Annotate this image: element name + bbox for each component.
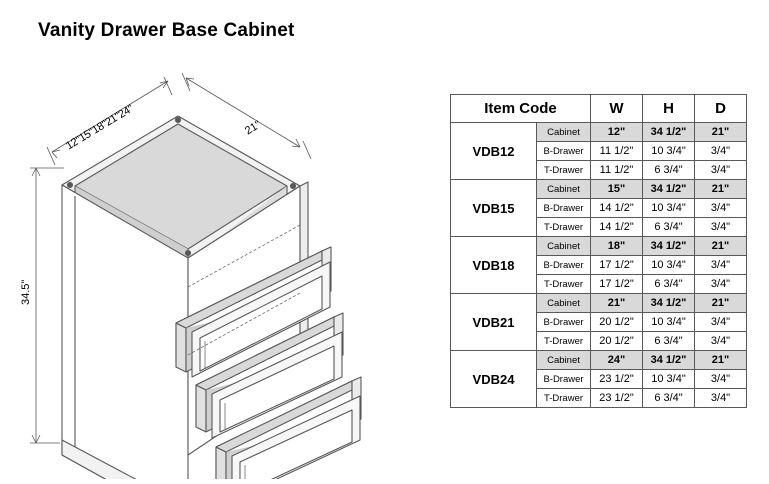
- item-code-cell: VDB18: [451, 237, 537, 294]
- row-label: T-Drawer: [537, 161, 591, 180]
- row-label: B-Drawer: [537, 199, 591, 218]
- value-h: 6 3/4": [643, 218, 695, 237]
- value-w: 14 1/2": [591, 199, 643, 218]
- table-header: [451, 95, 747, 123]
- value-h: 10 3/4": [643, 142, 695, 161]
- value-d: 3/4": [695, 218, 747, 237]
- item-code-cell: VDB12: [451, 123, 537, 180]
- row-label: T-Drawer: [537, 332, 591, 351]
- page-title: Vanity Drawer Base Cabinet: [38, 20, 295, 41]
- value-d: 3/4": [695, 332, 747, 351]
- row-label: Cabinet: [537, 294, 591, 313]
- value-w: 12": [591, 123, 643, 142]
- row-label: B-Drawer: [537, 142, 591, 161]
- value-w: 18": [591, 237, 643, 256]
- column-header-d: D: [695, 95, 747, 123]
- value-w: 23 1/2": [591, 389, 643, 408]
- value-w: 17 1/2": [591, 256, 643, 275]
- row-label: Cabinet: [537, 237, 591, 256]
- value-d: 3/4": [695, 161, 747, 180]
- row-label: B-Drawer: [537, 256, 591, 275]
- value-h: 6 3/4": [643, 332, 695, 351]
- value-h: 10 3/4": [643, 256, 695, 275]
- item-code-cell: VDB24: [451, 351, 537, 408]
- item-code-cell: VDB21: [451, 294, 537, 351]
- row-label: B-Drawer: [537, 370, 591, 389]
- value-d: 21": [695, 123, 747, 142]
- dimension-height-label: 34.5": [20, 279, 32, 305]
- row-label: Cabinet: [537, 351, 591, 370]
- table-row: [451, 123, 747, 142]
- value-d: 3/4": [695, 370, 747, 389]
- value-h: 34 1/2": [643, 237, 695, 256]
- table-row: [451, 351, 747, 370]
- value-d: 3/4": [695, 256, 747, 275]
- value-w: 14 1/2": [591, 218, 643, 237]
- dimension-depth-label: 21": [243, 118, 264, 138]
- value-d: 21": [695, 237, 747, 256]
- value-w: 11 1/2": [591, 161, 643, 180]
- value-w: 20 1/2": [591, 332, 643, 351]
- column-header-item-code: Item Code: [451, 95, 591, 123]
- value-h: 10 3/4": [643, 370, 695, 389]
- dimension-width-label: 12"15"18"21"24": [64, 102, 136, 153]
- value-h: 34 1/2": [643, 123, 695, 142]
- table-row: [451, 180, 747, 199]
- row-label: Cabinet: [537, 123, 591, 142]
- value-w: 15": [591, 180, 643, 199]
- row-label: Cabinet: [537, 180, 591, 199]
- item-code-cell: VDB15: [451, 180, 537, 237]
- row-label: T-Drawer: [537, 275, 591, 294]
- dimension-height: [30, 168, 64, 443]
- value-w: 23 1/2": [591, 370, 643, 389]
- value-w: 21": [591, 294, 643, 313]
- table-row: [451, 294, 747, 313]
- row-label: B-Drawer: [537, 313, 591, 332]
- value-w: 11 1/2": [591, 142, 643, 161]
- value-h: 10 3/4": [643, 199, 695, 218]
- value-h: 34 1/2": [643, 351, 695, 370]
- row-label: T-Drawer: [537, 389, 591, 408]
- column-header-h: H: [643, 95, 695, 123]
- value-h: 6 3/4": [643, 389, 695, 408]
- item-code-spec-table: [450, 94, 747, 408]
- value-d: 3/4": [695, 199, 747, 218]
- value-d: 21": [695, 180, 747, 199]
- table-body: [451, 123, 747, 408]
- value-w: 24": [591, 351, 643, 370]
- value-d: 3/4": [695, 389, 747, 408]
- value-d: 3/4": [695, 275, 747, 294]
- table-header-row: [451, 95, 747, 123]
- value-w: 20 1/2": [591, 313, 643, 332]
- value-h: 34 1/2": [643, 180, 695, 199]
- value-d: 21": [695, 351, 747, 370]
- value-h: 10 3/4": [643, 313, 695, 332]
- value-h: 6 3/4": [643, 275, 695, 294]
- column-header-w: W: [591, 95, 643, 123]
- table-row: [451, 237, 747, 256]
- value-h: 34 1/2": [643, 294, 695, 313]
- cabinet-drawing-svg: [0, 55, 430, 479]
- row-label: T-Drawer: [537, 218, 591, 237]
- value-d: 21": [695, 294, 747, 313]
- value-w: 17 1/2": [591, 275, 643, 294]
- cabinet-isometric-drawing: [0, 55, 430, 479]
- value-d: 3/4": [695, 142, 747, 161]
- value-h: 6 3/4": [643, 161, 695, 180]
- value-d: 3/4": [695, 313, 747, 332]
